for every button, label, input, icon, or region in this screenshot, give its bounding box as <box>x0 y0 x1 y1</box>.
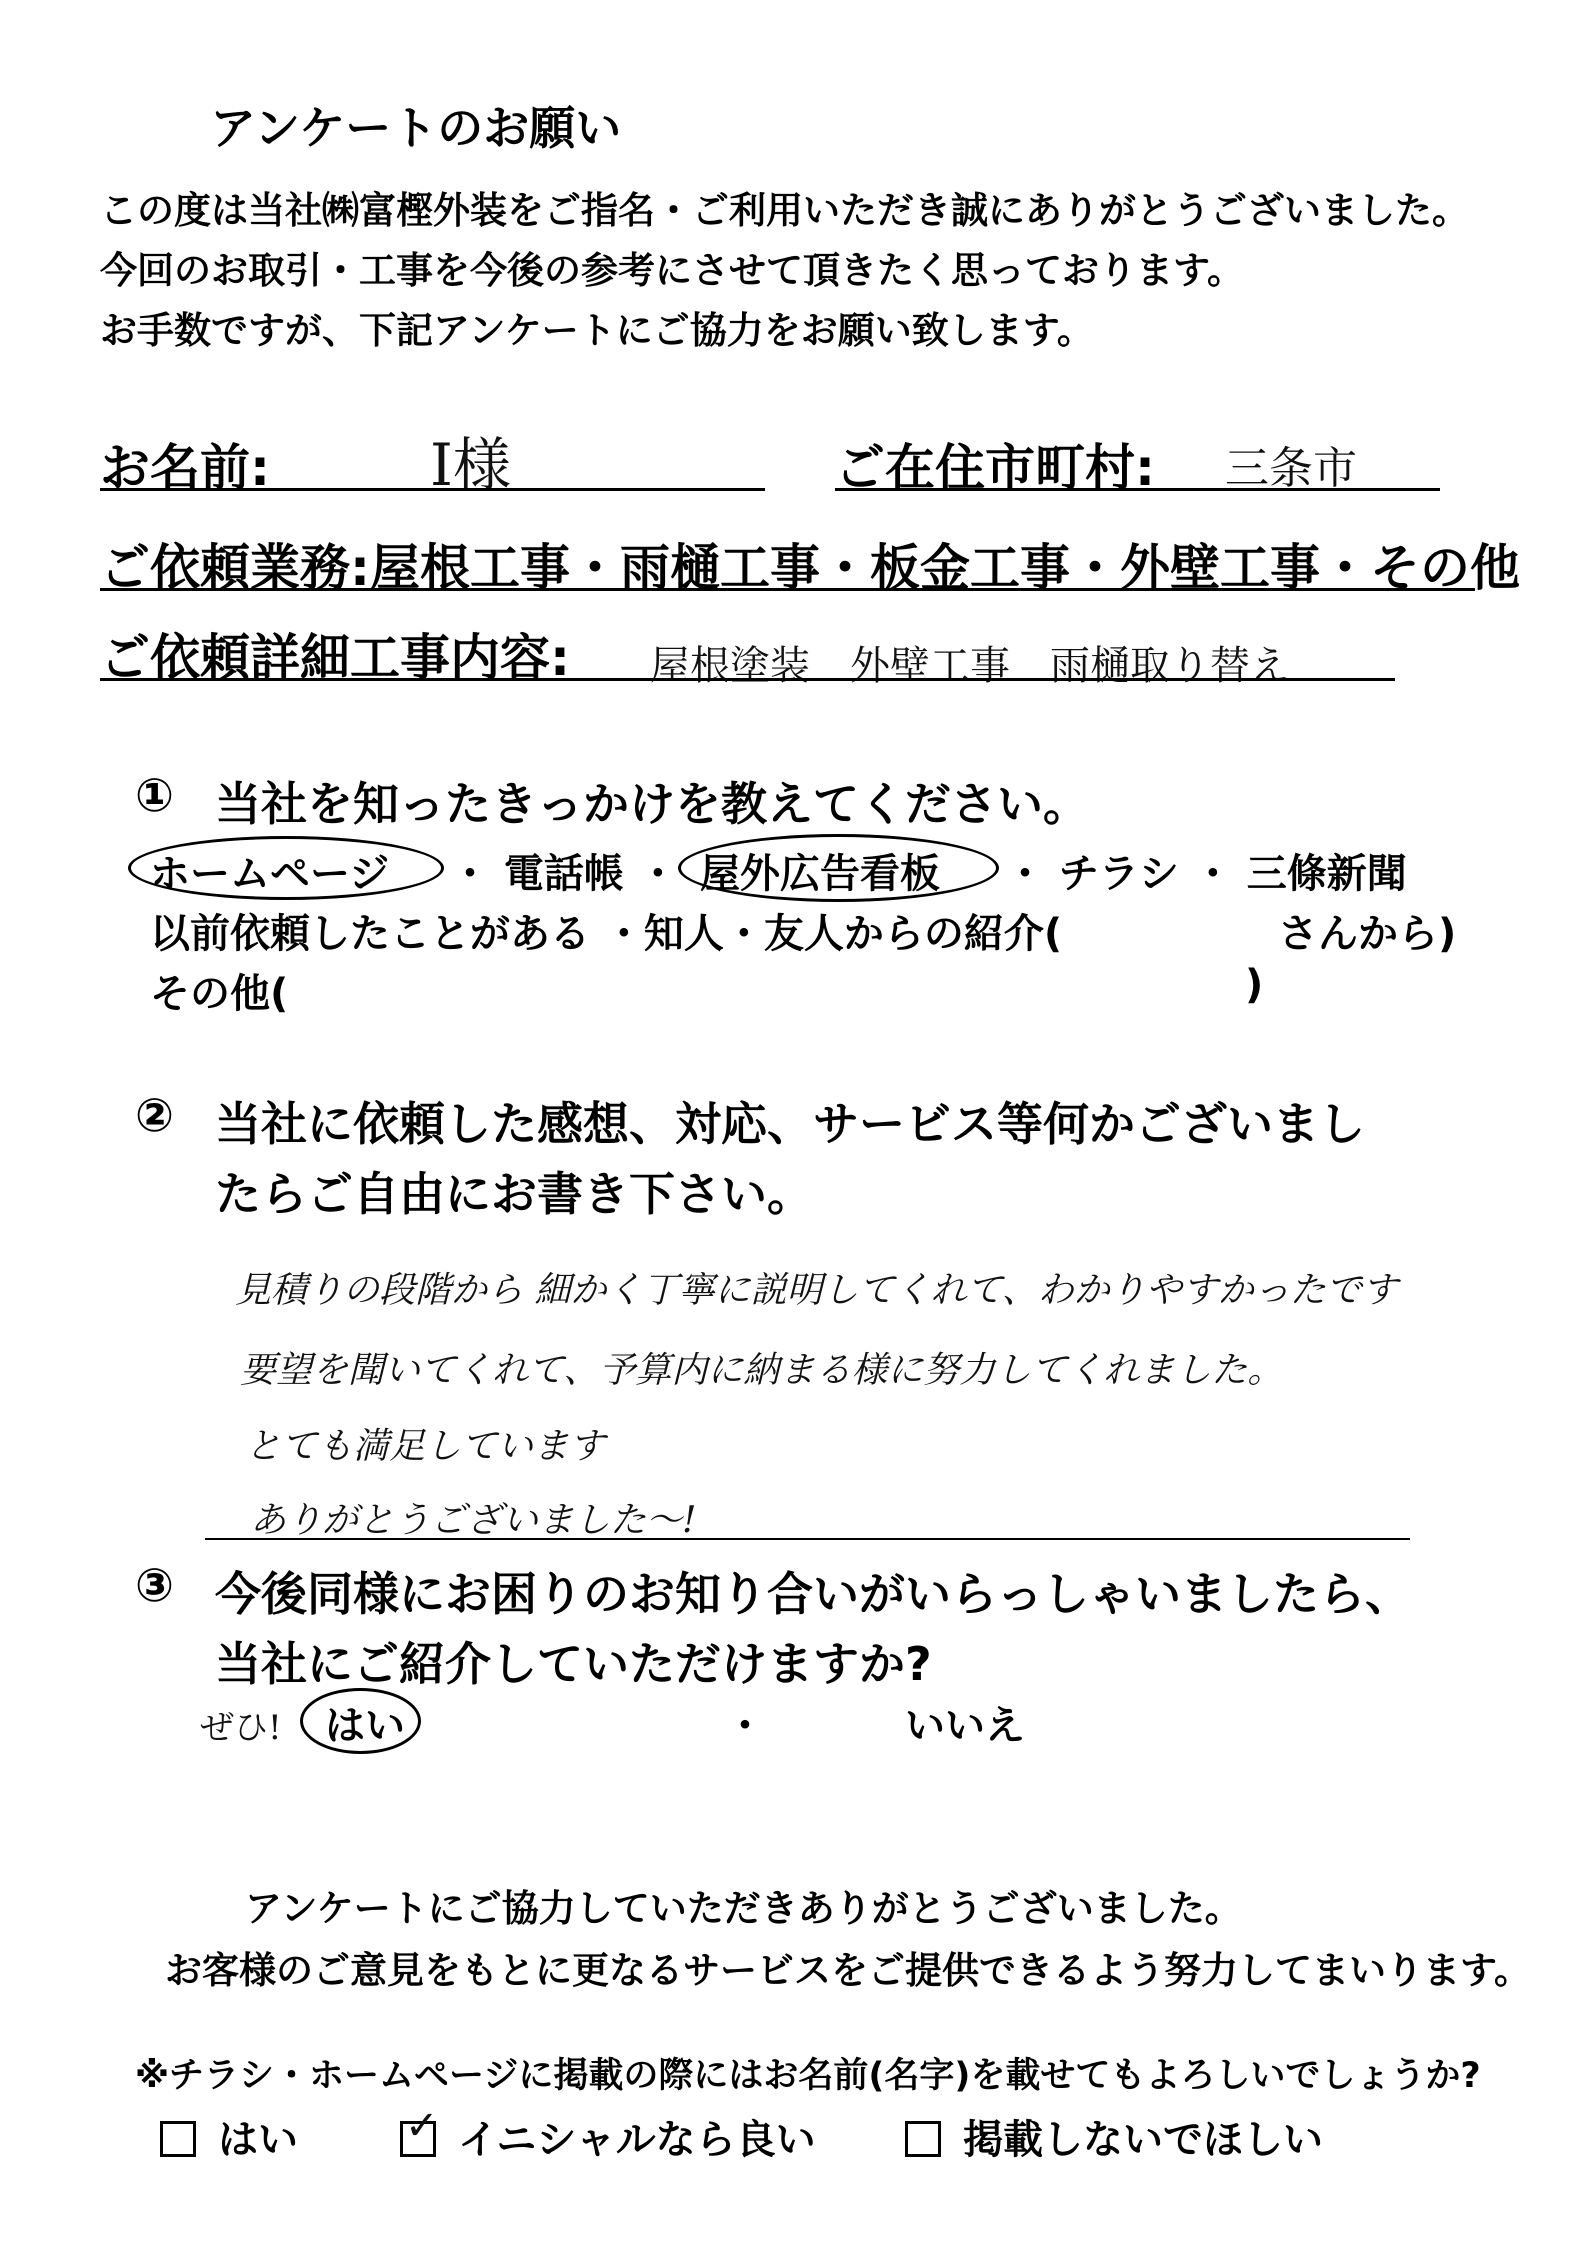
checkbox-initials[interactable] <box>400 2103 439 2157</box>
q1-referral-suffix: さんから) <box>1278 911 1457 957</box>
q3-number: ③ <box>135 1558 174 1612</box>
publish-option-no-label: 掲載しないでほしい <box>963 2117 1323 2163</box>
intro-line-3: お手数ですが、下記アンケートにご協力をお願い致します。 <box>100 309 1094 352</box>
detail-label: ご依頼詳細工事内容: <box>100 629 570 687</box>
q3-answer-no: いいえ <box>905 1703 1025 1749</box>
q2-comment-line-4: ありがとうございました～! <box>250 1500 697 1541</box>
q2-comment-line-1: 見積りの段階から 細かく丁寧に説明してくれて、わかりやすかったです <box>235 1270 1398 1311</box>
city-label: ご在住市町村: <box>835 439 1155 497</box>
q1-option-referral: 以前依頼したことがある ・知人・友人からの紹介( <box>150 911 1063 957</box>
city-value: 三条市 <box>1225 443 1357 494</box>
q3-answer-yes: はい <box>325 1703 405 1749</box>
name-underline <box>100 488 765 491</box>
q2-comment-line-2: 要望を聞いてくれて、予算内に納まる様に努力してくれました。 <box>240 1350 1284 1391</box>
q2-comment-underline <box>205 1538 1410 1540</box>
q2-comment-line-3: とても満足しています <box>245 1426 606 1467</box>
q2-number: ② <box>135 1088 174 1142</box>
q1-option-billboard: 屋外広告看板 <box>700 851 940 897</box>
intro-line-2: 今回のお取引・工事を今後の参考にさせて頂きたく思っております。 <box>100 249 1245 292</box>
publish-option-initials <box>400 2103 816 2165</box>
survey-title: アンケートのお願い <box>210 101 622 155</box>
q3-separator: ・ <box>725 1703 765 1749</box>
checkbox-yes[interactable] <box>160 2121 196 2157</box>
q2-question-line-2: たらご自由にお書き下さい。 <box>215 1167 813 1221</box>
checkbox-no[interactable] <box>905 2121 941 2157</box>
q1-option-phonebook: ・ 電話帳 ・ <box>450 851 678 897</box>
city-underline <box>835 488 1440 491</box>
q1-option-other: その他( <box>150 971 289 1017</box>
closing-line-2: お客様のご意見をもとに更なるサービスをご提供できるよう努力してまいります。 <box>165 1949 1532 1992</box>
intro-line-1: この度は当社㈱富樫外装をご指名・ご利用いただき誠にありがとうございました。 <box>100 189 1469 232</box>
q1-number: ① <box>135 768 174 822</box>
billboard-circle-mark <box>678 834 999 902</box>
publish-option-yes-label: はい <box>218 2117 298 2163</box>
q1-option-homepage: ホームページ <box>150 851 390 897</box>
homepage-circle-mark <box>128 836 444 900</box>
detail-value: 屋根塗装 外壁工事 雨樋取り替え <box>650 643 1290 689</box>
name-value: I様 <box>430 431 511 499</box>
q1-question: 当社を知ったきっかけを教えてください。 <box>215 777 1089 831</box>
publish-question: ※チラシ・ホームページに掲載の際にはお名前(名字)を載せてもよろしいでしょうか? <box>135 2056 1481 2096</box>
q3-handwritten-prefix: ぜひ! <box>200 1708 282 1748</box>
q2-question-line-1: 当社に依頼した感想、対応、サービス等何かございまし <box>215 1097 1365 1151</box>
q1-other-close: ) <box>1245 962 1264 1008</box>
service-underline <box>100 588 1475 591</box>
yes-circle-mark <box>300 1688 421 1754</box>
publish-option-no <box>905 2108 1323 2165</box>
q3-question-line-2: 当社にご紹介していただけますか? <box>215 1637 932 1691</box>
q1-option-flyer-newspaper: ・ チラシ ・ 三條新聞 <box>1005 851 1407 897</box>
name-label: お名前: <box>100 439 270 497</box>
q3-question-line-1: 今後同様にお困りのお知り合いがいらっしゃいましたら、 <box>215 1567 1411 1621</box>
publish-option-yes <box>160 2108 298 2165</box>
checkmark-icon: ✓ <box>405 2103 439 2149</box>
publish-option-initials-label: イニシャルなら良い <box>458 2117 816 2163</box>
service-label: ご依頼業務:屋根工事・雨樋工事・板金工事・外壁工事・その他 <box>100 539 1520 597</box>
detail-underline <box>100 678 1395 681</box>
closing-line-1: アンケートにご協力していただきありがとうございました。 <box>245 1887 1242 1930</box>
